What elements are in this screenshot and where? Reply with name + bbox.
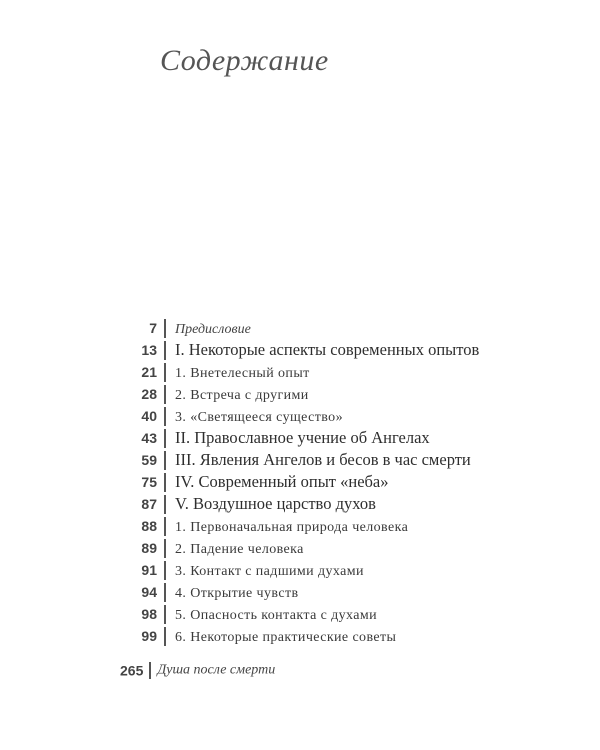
page-title: Содержание (160, 44, 329, 77)
footer-page-number: 265 (120, 662, 144, 679)
page-footer (120, 660, 275, 682)
toc-separator (164, 605, 166, 624)
toc-entry (100, 603, 560, 625)
toc-separator (164, 407, 166, 426)
toc-entry (100, 383, 560, 405)
toc-entry-title: 6. Некоторые практические советы (175, 630, 397, 645)
toc-entry (100, 361, 560, 383)
toc-separator (164, 385, 166, 404)
toc-entry (100, 339, 560, 361)
toc-page-number: 40 (141, 408, 157, 424)
toc-entry-title: 4. Открытие чувств (175, 586, 299, 601)
toc-entry (100, 427, 560, 449)
toc-entry (100, 449, 560, 471)
footer-separator (149, 662, 151, 679)
toc-page-number: 87 (141, 496, 157, 512)
toc-entry (100, 405, 560, 427)
toc-entry (100, 317, 560, 339)
toc-entry-title: IV. Современный опыт «неба» (175, 472, 389, 491)
toc-separator (164, 583, 166, 602)
toc-separator (164, 473, 166, 492)
toc-separator (164, 517, 166, 536)
toc-entry-title: 2. Встреча с другими (175, 388, 309, 403)
toc-page-number: 13 (141, 342, 157, 358)
toc-separator (164, 561, 166, 580)
toc-entry-title: 3. «Светящееся существо» (175, 410, 343, 425)
toc-page-number: 89 (141, 540, 157, 556)
table-of-contents (100, 317, 560, 647)
toc-separator (164, 341, 166, 360)
footer-book-title: Душа после смерти (157, 662, 276, 678)
toc-page-number: 88 (141, 518, 157, 534)
toc-page-number: 99 (141, 628, 157, 644)
toc-separator (164, 363, 166, 382)
toc-entry (100, 559, 560, 581)
toc-page-number: 75 (141, 474, 157, 490)
toc-entry-title: 1. Внетелесный опыт (175, 366, 310, 381)
toc-entry-title: 5. Опасность контакта с духами (175, 608, 378, 623)
toc-entry-title: 1. Первоначальная природа человека (175, 520, 409, 535)
toc-separator (164, 451, 166, 470)
toc-entry (100, 493, 560, 515)
toc-page-number: 94 (141, 584, 157, 600)
toc-page-number: 43 (141, 430, 157, 446)
toc-separator (164, 495, 166, 514)
toc-entry (100, 581, 560, 603)
toc-page-number: 28 (141, 386, 157, 402)
toc-entry (100, 471, 560, 493)
toc-page-number: 91 (141, 562, 157, 578)
toc-entry-title: I. Некоторые аспекты современных опытов (175, 340, 480, 359)
toc-entry-title: II. Православное учение об Ангелах (175, 428, 430, 447)
toc-separator (164, 539, 166, 558)
toc-entry-title: V. Воздушное царство духов (175, 494, 376, 513)
toc-entry (100, 515, 560, 537)
toc-page-number: 59 (141, 452, 157, 468)
toc-entry-title: Предисловие (175, 322, 251, 337)
toc-entry (100, 537, 560, 559)
toc-separator (164, 429, 166, 448)
toc-entry-title: 3. Контакт с падшими духами (175, 564, 364, 579)
toc-page-number: 98 (141, 606, 157, 622)
toc-entry (100, 625, 560, 647)
toc-separator (164, 627, 166, 646)
toc-separator (164, 319, 166, 338)
toc-entry-title: 2. Падение человека (175, 542, 304, 557)
toc-page-number: 21 (141, 364, 157, 380)
toc-page-number: 7 (149, 320, 157, 336)
toc-entry-title: III. Явления Ангелов и бесов в час смерти (175, 450, 471, 469)
